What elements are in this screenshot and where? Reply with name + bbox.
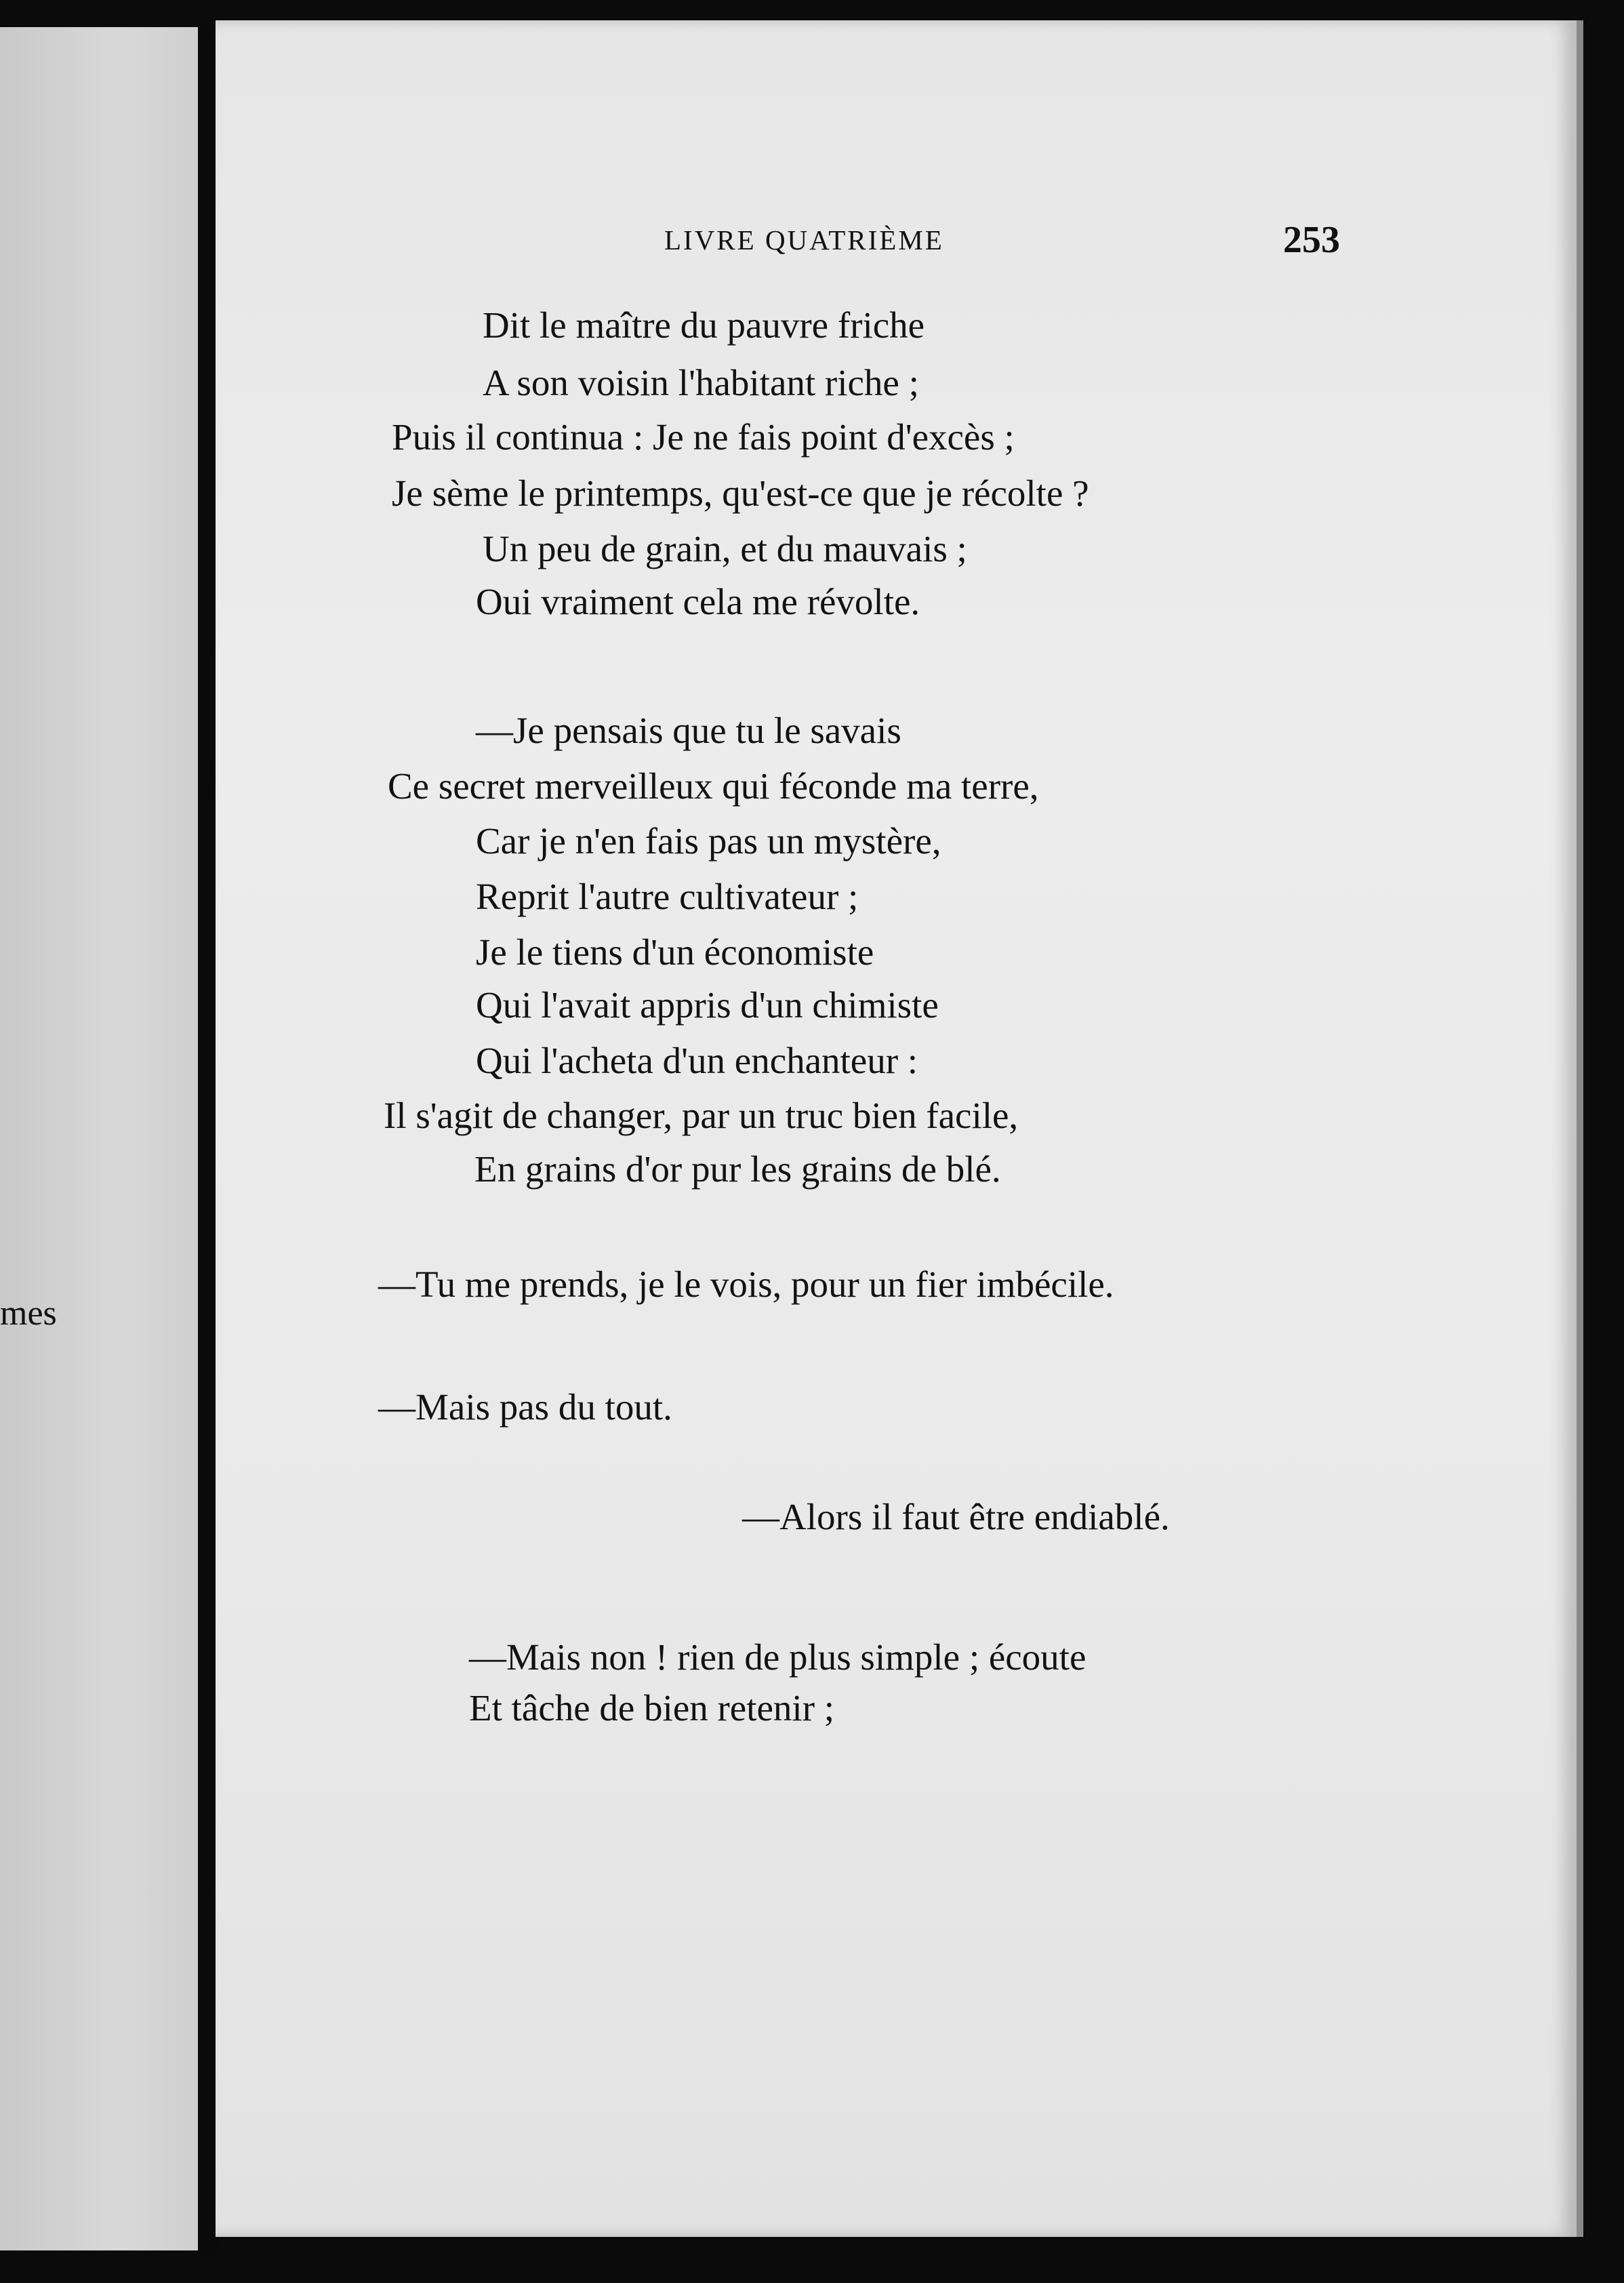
verse-line: Qui l'avait appris d'un chimiste: [476, 984, 939, 1026]
verse-line: Reprit l'autre cultivateur ;: [476, 876, 859, 917]
page-number: 253: [1283, 219, 1340, 261]
verse-line: —Alors il faut être endiablé.: [742, 1496, 1170, 1537]
verse-line: A son voisin l'habitant riche ;: [483, 362, 919, 403]
verse-line: Car je n'en fais pas un mystère,: [476, 820, 941, 862]
running-head: LIVRE QUATRIÈME: [664, 224, 944, 256]
left-page: [0, 27, 198, 2250]
verse-line: Puis il continua : Je ne fais point d'excès ;: [392, 416, 1015, 458]
verse-line: Qui l'acheta d'un enchanteur :: [476, 1040, 918, 1081]
verse-line: —Je pensais que tu le savais: [476, 710, 901, 751]
verse-line: Un peu de grain, et du mauvais ;: [483, 528, 967, 569]
verse-line: Et tâche de bien retenir ;: [469, 1687, 835, 1729]
verse-line: Ce secret merveilleux qui féconde ma terre,: [388, 765, 1039, 807]
verse-line: —Mais pas du tout.: [378, 1386, 672, 1428]
verse-line: Il s'agit de changer, par un truc bien facile,: [384, 1095, 1019, 1136]
verse-line: Oui vraiment cela me révolte.: [476, 581, 920, 622]
verse-line: Dit le maître du pauvre friche: [483, 304, 925, 346]
verse-line: —Mais non ! rien de plus simple ; écoute: [469, 1636, 1087, 1678]
verse-line: Je sème le printemps, qu'est-ce que je récolte ?: [392, 472, 1089, 514]
left-page-text-fragment: mes: [0, 1294, 57, 1333]
verse-line: —Tu me prends, je le vois, pour un fier imbécile.: [378, 1264, 1114, 1305]
verse-line: En grains d'or pur les grains de blé.: [474, 1148, 1001, 1190]
verse-line: Je le tiens d'un économiste: [476, 931, 874, 973]
